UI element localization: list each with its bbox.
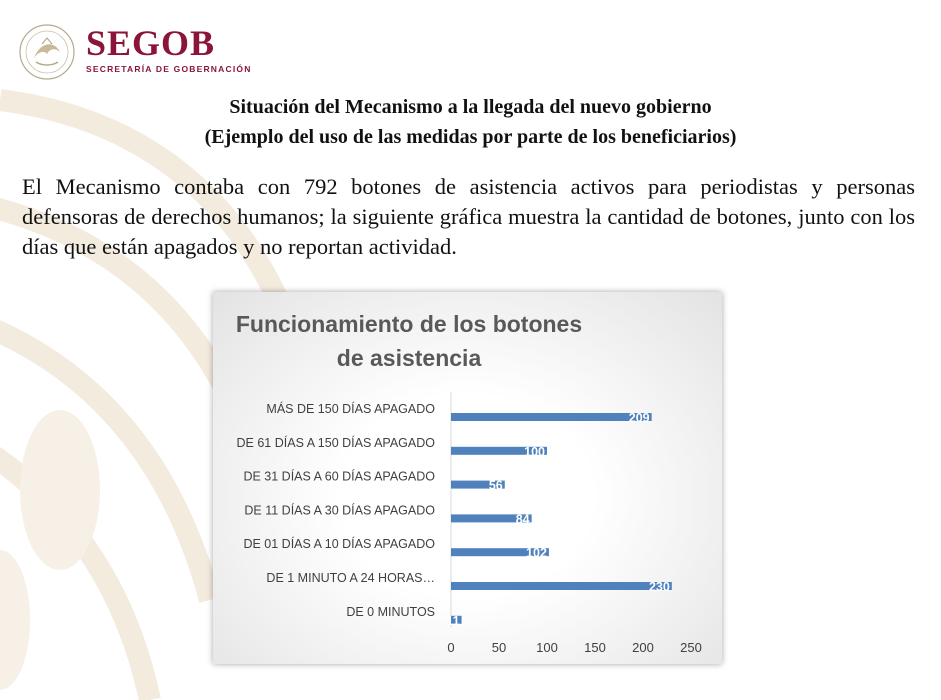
data-label: 11	[446, 613, 460, 628]
data-label: 56	[488, 478, 503, 493]
headline-line-1: Situación del Mecanismo a la llegada del nuevo gobierno	[229, 96, 712, 118]
category-label: DE 11 DÍAS A 30 DÍAS APAGADO	[244, 503, 435, 518]
category-label: DE 61 DÍAS A 150 DÍAS APAGADO	[236, 435, 435, 450]
x-tick-label: 50	[491, 640, 507, 655]
chart-title-line: de asistencia	[336, 345, 482, 371]
brand-subtitle: SECRETARÍA DE GOBERNACIÓN	[86, 64, 252, 74]
brand-name: SEGOB	[86, 23, 216, 63]
x-tick-label: 250	[680, 640, 702, 655]
x-tick-label: 150	[584, 640, 606, 655]
category-label: DE 01 DÍAS A 10 DÍAS APAGADO	[243, 537, 435, 552]
data-label: 84	[515, 512, 530, 527]
body-paragraph: El Mecanismo contaba con 792 botones de asistencia activos para periodistas y personas defensoras de derechos humanos; la siguiente gráfica muestra la cantidad de botones, junto con los días que están apagados y no reportan actividad.	[22, 174, 915, 259]
bar	[451, 413, 652, 421]
x-tick-label: 100	[536, 640, 558, 655]
x-tick-label: 0	[447, 640, 455, 655]
logo	[14, 22, 252, 82]
page-headline	[0, 92, 941, 152]
data-label: 209	[628, 411, 650, 425]
category-label: DE 0 MINUTOS	[346, 604, 435, 619]
chart-title-line: Funcionamiento de los botones	[235, 311, 583, 337]
bar-chart	[213, 292, 722, 664]
chart-panel	[213, 292, 722, 664]
data-label: 230	[648, 580, 670, 594]
category-label: DE 31 DÍAS A 60 DÍAS APAGADO	[243, 469, 435, 484]
x-tick-label: 200	[632, 640, 654, 655]
data-label: 100	[524, 444, 545, 459]
national-seal-icon	[14, 22, 80, 82]
bar	[451, 582, 672, 590]
category-label: DE 1 MINUTO A 24 HORAS…	[266, 571, 435, 585]
data-label: 102	[526, 546, 547, 561]
headline-line-2: (Ejemplo del uso de las medidas por parte de los beneficiarios)	[204, 126, 737, 148]
category-label: MÁS DE 150 DÍAS APAGADO	[266, 402, 435, 416]
